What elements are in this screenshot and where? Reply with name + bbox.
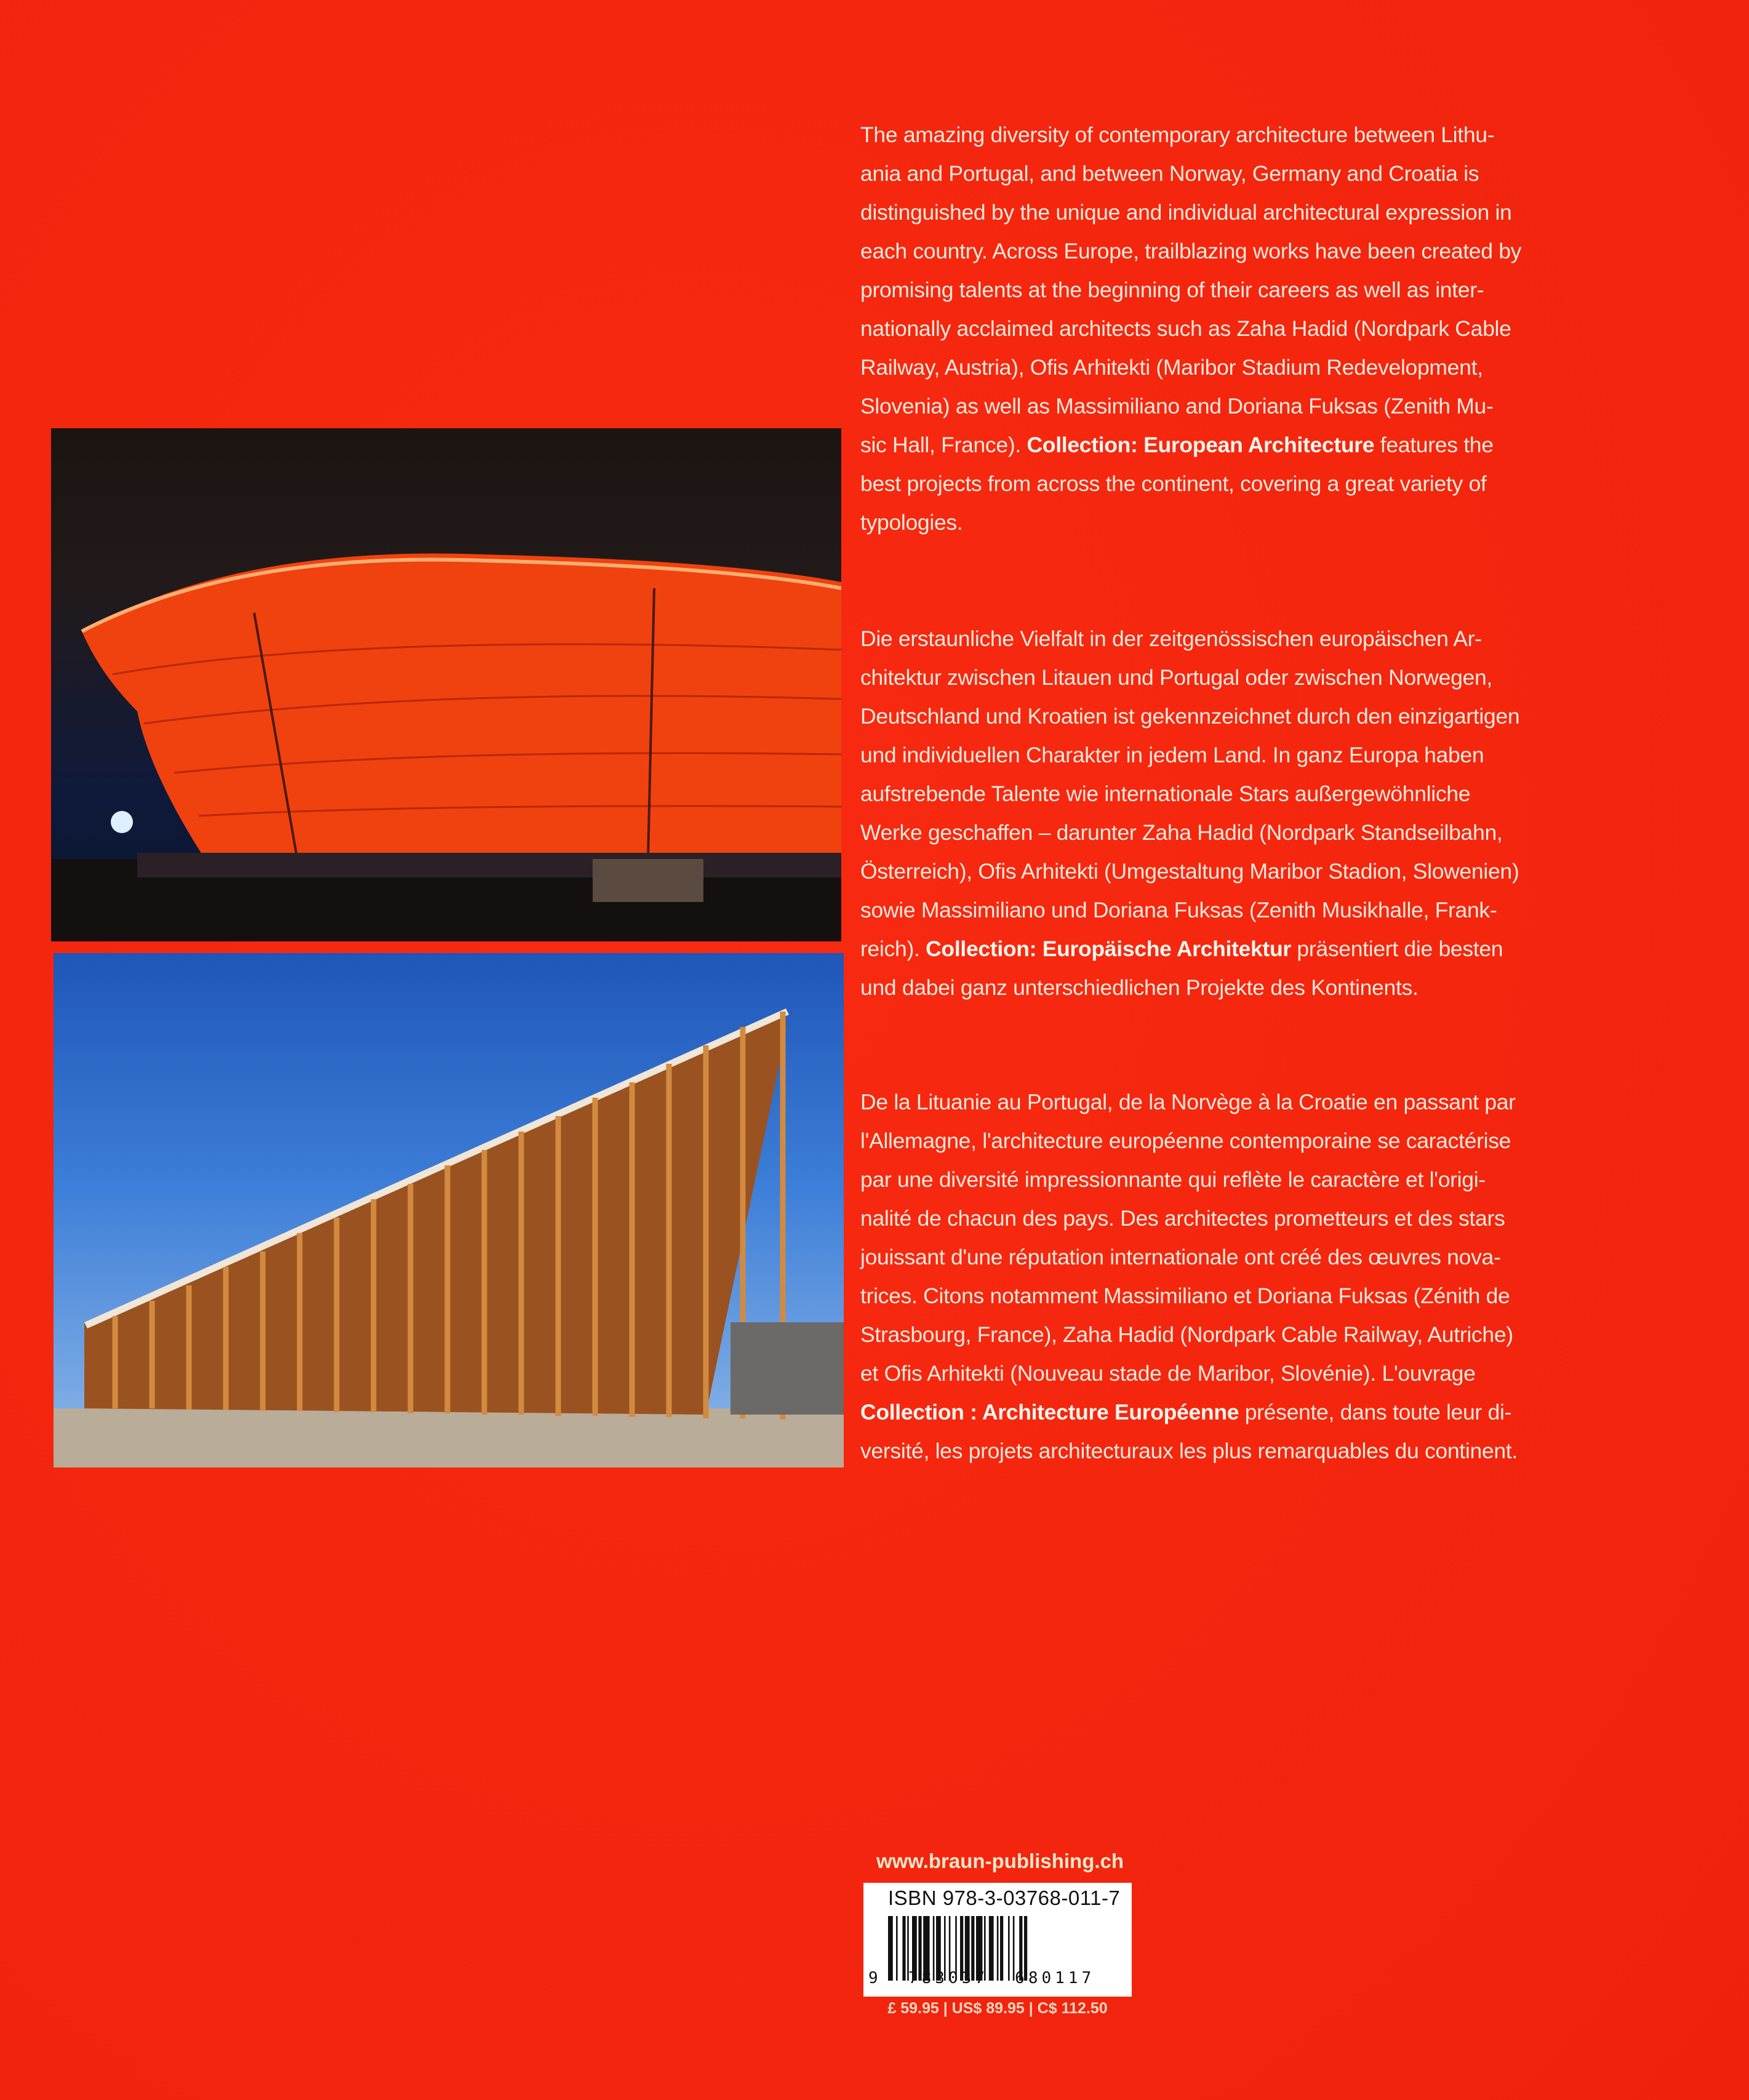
text-segment: ania and Portugal, and between Norway, Germany and Croatia is <box>860 161 1479 186</box>
text-segment: each country. Across Europe, trailblazing works have been created by <box>860 239 1522 263</box>
text-segment: jouissant d'une réputation internationale ont créé des œuvres nova- <box>860 1245 1501 1269</box>
text-segment: best projects from across the continent, covering a great variety of <box>860 471 1487 496</box>
text-line <box>860 348 1521 387</box>
text-segment: l'Allemagne, l'architecture européenne contemporaine se caractérise <box>860 1128 1511 1153</box>
text-line <box>860 1277 1518 1315</box>
text-line <box>860 968 1519 1007</box>
publisher-url[interactable]: www.braun-publishing.ch <box>876 1850 1124 1872</box>
text-line <box>860 309 1521 348</box>
text-segment: présente, dans toute leur di- <box>1239 1400 1512 1424</box>
text-line <box>860 465 1521 503</box>
text-segment: et Ofis Arhitekti (Nouveau stade de Maribor, Slovénie). L'ouvrage <box>860 1361 1476 1386</box>
text-line <box>860 154 1521 193</box>
description-english <box>860 116 1521 542</box>
text-segment: chitektur zwischen Litauen und Portugal oder zwischen Norwegen, <box>860 665 1492 690</box>
price-line: £ 59.95 | US$ 89.95 | C$ 112.50 <box>887 2000 1108 2017</box>
book-title: Collection: European Architecture <box>1027 433 1375 457</box>
isbn-number: ISBN 978-3-03768-011-7 <box>888 1886 1121 1909</box>
text-line <box>860 426 1521 465</box>
book-title: Collection: Europäische Architektur <box>926 936 1291 961</box>
photo-zenith-music-hall <box>51 428 841 941</box>
text-segment: De la Lituanie au Portugal, de la Norvège à la Croatie en passant par <box>860 1090 1516 1114</box>
text-segment: Railway, Austria), Ofis Arhitekti (Maribor Stadium Redevelopment, <box>860 355 1483 380</box>
text-line <box>860 1160 1518 1199</box>
text-segment: trices. Citons notamment Massimiliano et Doriana Fuksas (Zénith de <box>860 1284 1510 1308</box>
text-line <box>860 232 1521 271</box>
text-line <box>860 1393 1518 1432</box>
isbn-barcode <box>863 1883 1132 1997</box>
text-segment: Strasbourg, France), Zaha Hadid (Nordpark Cable Railway, Autriche) <box>860 1322 1513 1347</box>
text-segment: nalité de chacun des pays. Des architectes prometteurs et des stars <box>860 1206 1505 1231</box>
text-segment: und individuellen Charakter in jedem Land. In ganz Europa haben <box>860 743 1484 767</box>
text-line <box>860 1432 1518 1471</box>
text-line <box>860 736 1519 775</box>
text-line <box>860 813 1519 852</box>
text-segment: und dabei ganz unterschiedlichen Projekte des Kontinents. <box>860 975 1419 1000</box>
text-segment: par une diversité impressionnante qui reflète le caractère et l'origi- <box>860 1167 1486 1192</box>
description-german <box>860 620 1519 1007</box>
text-segment: promising talents at the beginning of their careers as well as inter- <box>860 277 1484 302</box>
barcode-digits: 9 783037 680117 <box>868 1969 1095 1987</box>
text-line <box>860 1199 1518 1238</box>
text-segment: Deutschland und Kroatien ist gekennzeichnet durch den einzigartigen <box>860 704 1520 729</box>
text-segment: präsentiert die besten <box>1291 936 1503 961</box>
description-french <box>860 1083 1518 1471</box>
text-line <box>860 116 1521 154</box>
text-segment: distinguished by the unique and individual architectural expression in <box>860 200 1512 225</box>
text-segment: typologies. <box>860 510 963 535</box>
text-line <box>860 775 1519 813</box>
text-line <box>860 387 1521 426</box>
text-segment: The amazing diversity of contemporary architecture between Lithu- <box>860 122 1495 147</box>
text-line <box>860 193 1521 232</box>
text-line <box>860 930 1519 968</box>
text-line <box>860 620 1519 658</box>
text-line <box>860 1315 1518 1354</box>
text-line <box>860 1354 1518 1393</box>
text-line <box>860 697 1519 736</box>
text-segment: Werke geschaffen – darunter Zaha Hadid (Nordpark Standseilbahn, <box>860 820 1503 845</box>
text-line <box>860 271 1521 309</box>
text-segment: versité, les projets architecturaux les plus remarquables du continent. <box>860 1439 1518 1463</box>
text-segment: Slovenia) as well as Massimiliano and Doriana Fuksas (Zenith Mu- <box>860 394 1494 418</box>
text-line <box>860 891 1519 930</box>
text-segment: Österreich), Ofis Arhitekti (Umgestaltung Maribor Stadion, Slowenien) <box>860 859 1519 884</box>
text-line <box>860 658 1519 697</box>
text-segment: aufstrebende Talente wie internationale Stars außergewöhnliche <box>860 781 1471 806</box>
text-line <box>860 503 1521 542</box>
text-segment: sic Hall, France). <box>860 433 1027 457</box>
text-segment: reich). <box>860 936 926 961</box>
text-line <box>860 852 1519 891</box>
text-segment: nationally acclaimed architects such as Zaha Hadid (Nordpark Cable <box>860 316 1511 341</box>
photo-wooden-slat-building <box>54 953 844 1467</box>
text-segment: features the <box>1374 433 1494 457</box>
text-segment: Die erstaunliche Vielfalt in der zeitgenössischen europäischen Ar- <box>860 626 1482 651</box>
book-title: Collection : Architecture Européenne <box>860 1400 1239 1424</box>
text-segment: sowie Massimiliano und Doriana Fuksas (Zenith Musikhalle, Frank- <box>860 898 1497 922</box>
text-line <box>860 1083 1518 1122</box>
text-line <box>860 1238 1518 1277</box>
text-line <box>860 1122 1518 1160</box>
